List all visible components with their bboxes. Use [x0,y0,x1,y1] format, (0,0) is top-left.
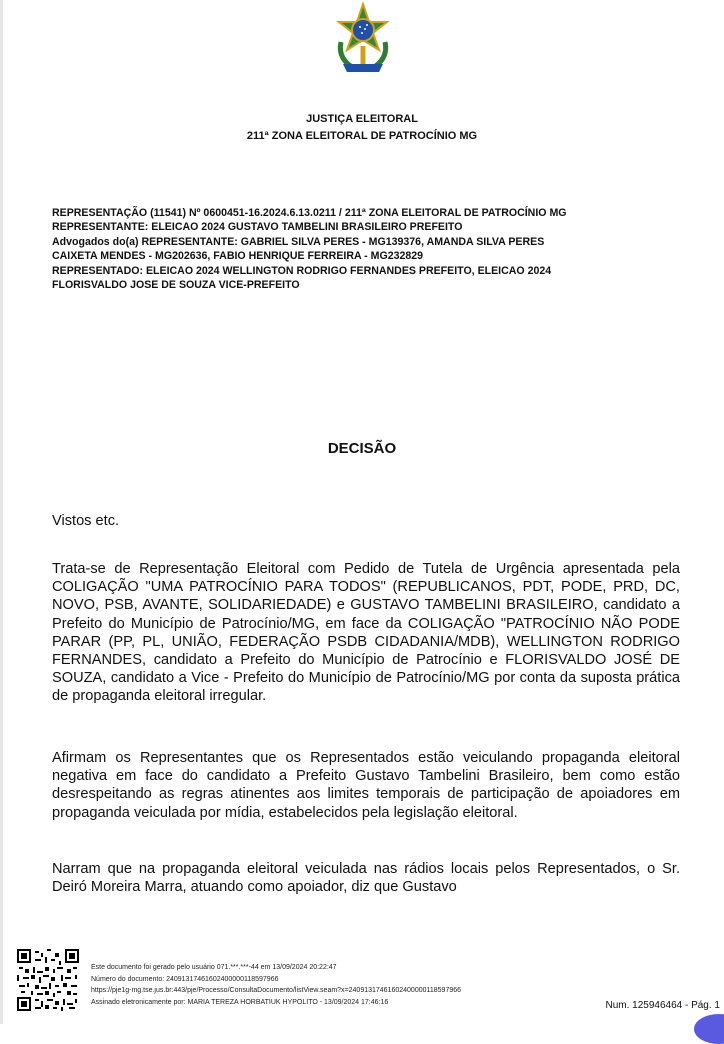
court-name: JUSTIÇA ELEITORAL [306,113,418,125]
paragraph-1: Trata-se de Representação Eleitoral com Pedido de Tutela de Urgência apresentada pela COLIGAÇÃO "UMA PATROCÍNIO PARA TODOS" (REPUBLICANOS, PDT, PODE, PRD, DC, NOVO, PSB, AVANTE, SOLIDARIEDADE) e GUSTAVO TAMBELINI BRASILEIRO, candidato a Prefeito do Município de Patrocínio/MG, em face da COLIGAÇÃO "PATROCÍNIO NÃO PODE PARAR (PP, PL, UNIÃO, FEDERAÇÃO PSDB CIDADANIA/MDB), WELLINGTON RODRIGO FERNANDES, candidato a Prefeito do Município de Patrocínio e FLORISVALDO JOSÉ DE SOUZA, candidato a Vice - Prefeito do Município de Patrocínio/MG por conta da suposta prática de propaganda eleitoral irregular. [52,561,680,705]
footer-line: Número do documento: 24091317461602400000118597966 [91,975,279,983]
case-header-line: REPRESENTADO: ELEICAO 2024 WELLINGTON RODRIGO FERNANDES PREFEITO, ELEICAO 2024 [52,264,552,277]
case-header-line: CAIXETA MENDES - MG202636, FABIO HENRIQUE FERREIRA - MG232829 [52,250,424,263]
case-header-line: FLORISVALDO JOSE DE SOUZA VICE-PREFEITO [52,279,300,292]
footer-url[interactable]: https://pje1g-mg.tse.jus.br:443/pje/Processo/ConsultaDocumento/listView.seam?x=24091317461602400000118597966 [91,987,462,994]
footer-line: Assinado eletronicamente por: MARIA TEREZA HORBATIUK HYPOLITO - 13/09/2024 17:46:16 [91,998,389,1006]
qr-code-icon [17,949,79,1011]
intro-paragraph: Vistos etc. [52,513,120,529]
paragraph-3: Narram que na propaganda eleitoral veiculada nas rádios locais pelos Representados, o Sr. Deiró Moreira Marra, atuando como apoiador, diz que Gustavo [52,861,680,896]
coat-of-arms-icon [327,2,399,76]
case-header-line: Advogados do(a) REPRESENTANTE: GABRIEL SILVA PERES - MG139376, AMANDA SILVA PERES [52,235,545,248]
signature-metadata [91,962,461,1008]
footer-line: Este documento foi gerado pelo usuário 071.***.***-44 em 13/09/2024 20:22:47 [91,964,337,971]
page-edge [0,0,3,1024]
case-header-line: REPRESENTANTE: ELEICAO 2024 GUSTAVO TAMBELINI BRASILEIRO PREFEITO [52,221,463,234]
case-header-line: REPRESENTAÇÃO (11541) Nº 0600451-16.2024.6.13.0211 / 211ª ZONA ELEITORAL DE PATROCÍNIO MG [52,207,567,219]
corner-badge [694,1014,724,1044]
document-title: DECISÃO [327,440,397,457]
case-header [52,206,682,292]
electoral-zone: 211ª ZONA ELEITORAL DE PATROCÍNIO MG [246,130,478,142]
document-number: Num. 125946464 - Pág. 1 [605,1000,720,1011]
paragraph-2: Afirmam os Representantes que os Representados estão veiculando propaganda eleitoral negativa em face do candidato a Prefeito Gustavo Tambelini Brasileiro, bem como estão desrespeitando as regras atinentes aos limites temporais de participação de apoiadores em propaganda veiculada por mídia, estabelecidos pela legislação eleitoral. [52,750,680,821]
